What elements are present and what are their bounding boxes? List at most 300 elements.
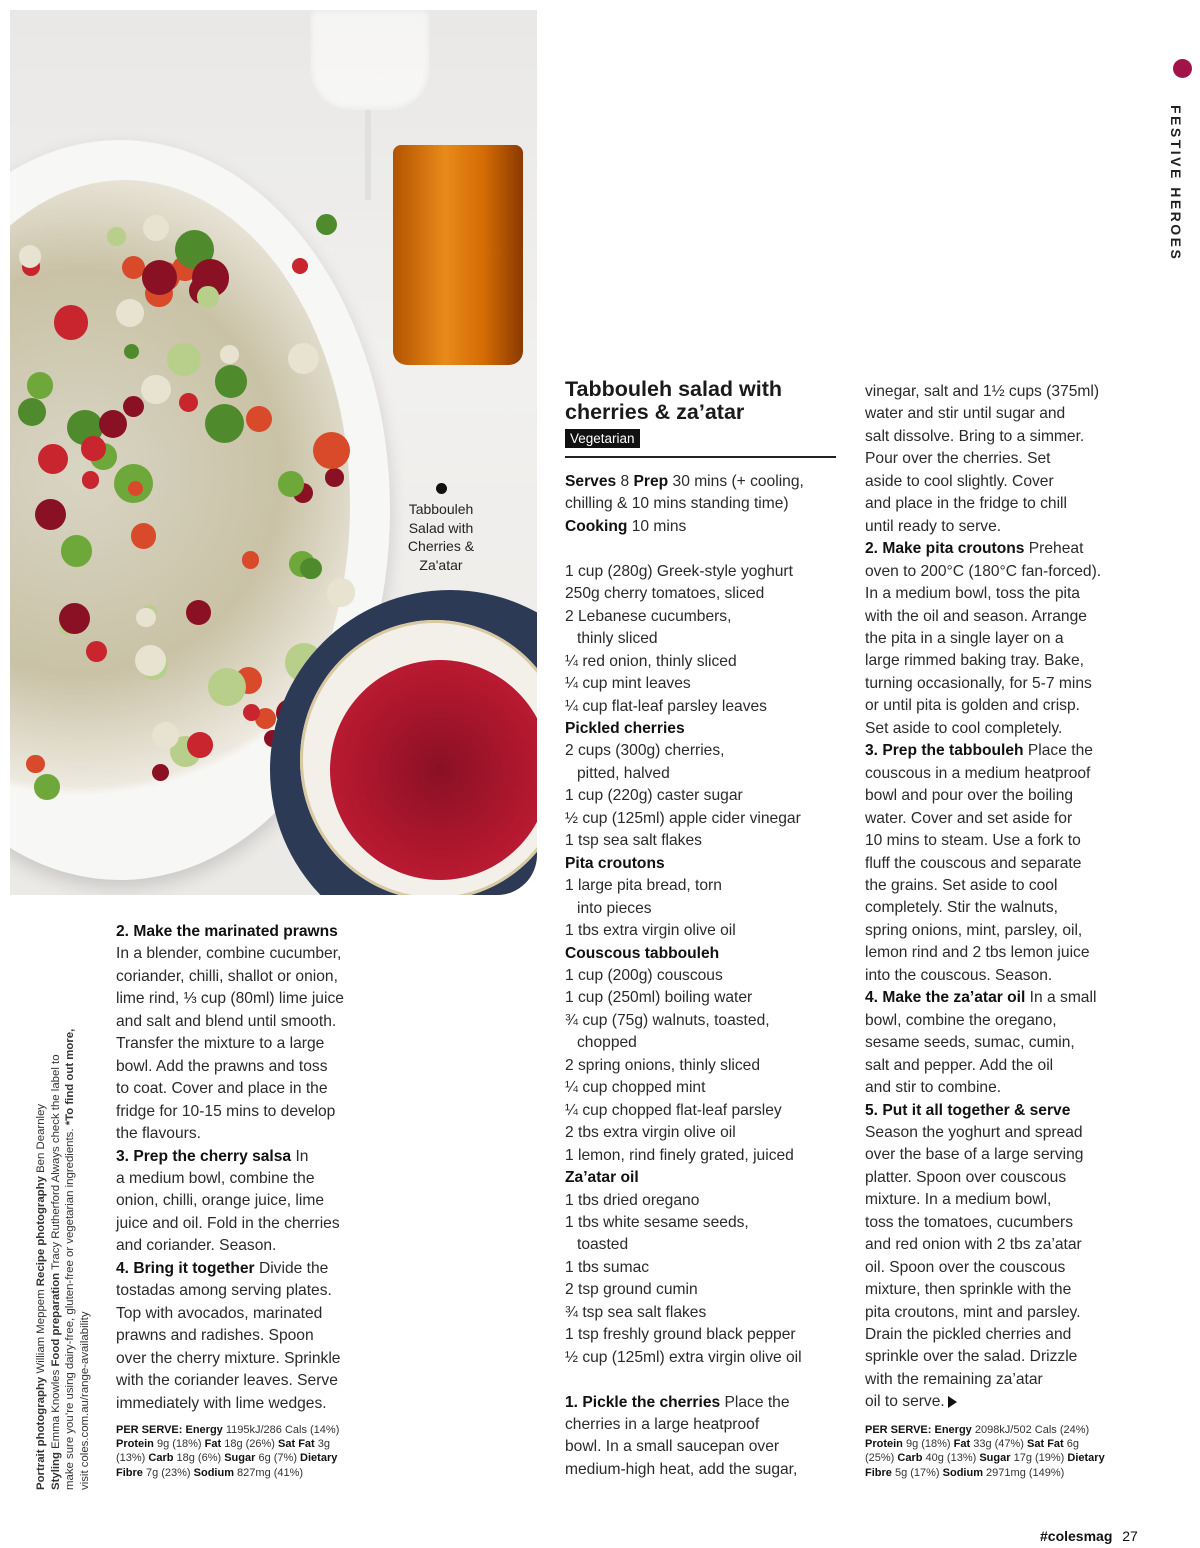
- bold-run: 2. Make the marinated prawns: [116, 923, 338, 940]
- text-run: with the coriander leaves. Serve: [116, 1372, 338, 1390]
- text-run: and red onion with 2 tbs za’atar: [865, 1236, 1082, 1254]
- text-run: 7g (23%): [142, 1466, 194, 1479]
- text-run: bowl. Add the prawns and toss: [116, 1057, 328, 1075]
- hashtag: #colesmag: [1040, 1528, 1113, 1544]
- text-run: Tracy Rutherford Always check the label to: [49, 1054, 62, 1273]
- text-line: [565, 1369, 804, 1391]
- text-run: William Meppem: [35, 1286, 47, 1377]
- text-line: [565, 606, 804, 628]
- text-run: 33g (47%): [970, 1438, 1028, 1451]
- text-run: 6g: [1063, 1438, 1080, 1451]
- text-line: [865, 1466, 1105, 1480]
- text-line: [565, 561, 804, 583]
- text-run: ¼ cup chopped mint: [565, 1079, 706, 1097]
- bold-run: Sat Fat: [278, 1438, 315, 1451]
- text-line: [565, 471, 804, 493]
- text-run: 2971mg (149%): [983, 1466, 1065, 1479]
- text-line: [565, 1032, 804, 1054]
- garnish-dot: [38, 444, 68, 474]
- garnish-dot: [61, 535, 92, 566]
- recipe-photo: [10, 10, 537, 895]
- per-serve-right: [865, 1423, 1105, 1480]
- text-run: to coat. Cover and place in the: [116, 1080, 328, 1098]
- bold-run: Dietary: [300, 1452, 338, 1465]
- text-line: [565, 1414, 804, 1436]
- text-run: aside to cool slightly. Cover: [865, 472, 1054, 490]
- text-line: [865, 1212, 1101, 1234]
- garnish-dot: [131, 523, 156, 548]
- text-line: [116, 966, 344, 988]
- text-line: [865, 1324, 1101, 1346]
- text-line: [865, 718, 1101, 740]
- text-line: [865, 628, 1101, 650]
- text-line: [865, 965, 1101, 987]
- text-run: with the remaining za’atar: [865, 1370, 1043, 1388]
- text-run: over the cherry mixture. Sprinkle: [116, 1349, 341, 1367]
- text-run: ¼ cup mint leaves: [565, 675, 691, 693]
- garnish-dot: [81, 436, 106, 461]
- bold-run: Sodium: [942, 1466, 983, 1479]
- text-run: Top with avocados, marinated: [116, 1304, 323, 1322]
- garnish-dot: [278, 471, 303, 496]
- text-run: Season the yoghurt and spread: [865, 1123, 1083, 1141]
- text-line: [116, 1466, 339, 1480]
- garnish-dot: [152, 722, 179, 749]
- text-run: 2 tbs extra virgin olive oil: [565, 1124, 736, 1142]
- garnish-dot: [208, 668, 246, 706]
- text-run: lime rind, ⅓ cup (80ml) lime juice: [116, 990, 344, 1008]
- garnish-dot: [242, 551, 259, 568]
- text-run: chilling & 10 mins standing time): [565, 495, 789, 513]
- text-run: sprinkle over the salad. Drizzle: [865, 1348, 1078, 1366]
- garnish-dot: [246, 406, 272, 432]
- garnish-dot: [82, 471, 100, 489]
- text-run: prawns and radishes. Spoon: [116, 1327, 314, 1345]
- text-run: In: [291, 1147, 309, 1165]
- garnish-dot: [141, 375, 170, 404]
- text-run: and coriander. Season.: [116, 1237, 277, 1255]
- garnish-dot: [186, 600, 211, 625]
- garnish-dot: [116, 299, 144, 327]
- text-run: 1 tbs extra virgin olive oil: [565, 922, 736, 940]
- bold-run: Za’atar oil: [565, 1169, 639, 1187]
- text-line: [565, 516, 804, 538]
- text-run: In a medium bowl, toss the pita: [865, 585, 1080, 603]
- bold-run: Carb: [148, 1452, 174, 1465]
- text-run: salt and pepper. Add the oil: [865, 1056, 1054, 1074]
- text-line: [565, 808, 804, 830]
- text-line: [865, 538, 1101, 560]
- text-run: pita croutons, mint and parsley.: [865, 1303, 1081, 1321]
- text-line: [865, 493, 1101, 515]
- text-line: [565, 1257, 804, 1279]
- text-line: [865, 381, 1101, 403]
- garnish-dot: [327, 578, 355, 606]
- credit-line: [49, 920, 64, 1490]
- text-line: [116, 1423, 339, 1437]
- text-line: [116, 1325, 344, 1347]
- text-run: 2 Lebanese cucumbers,: [565, 607, 732, 625]
- ingredients-column: [565, 471, 804, 1481]
- bold-run: Recipe photography: [35, 1176, 47, 1287]
- text-line: [865, 1279, 1101, 1301]
- text-run: 1 tbs dried oregano: [565, 1191, 700, 1209]
- method-column-right: [865, 381, 1101, 1414]
- bold-run: Fibre: [865, 1466, 892, 1479]
- text-run: 9g (18%): [153, 1438, 205, 1451]
- wine-glass: [310, 10, 430, 110]
- text-run: mixture. In a medium bowl,: [865, 1191, 1052, 1209]
- text-line: [565, 785, 804, 807]
- text-run: juice and oil. Fold in the cherries: [116, 1214, 340, 1232]
- text-run: pitted, halved: [577, 764, 670, 782]
- text-run: Emma Knowles: [49, 1366, 62, 1453]
- text-run: Drain the pickled cherries and: [865, 1326, 1072, 1344]
- text-line: [865, 1144, 1101, 1166]
- garnish-dot: [313, 432, 350, 469]
- bold-run: Couscous tabbouleh: [565, 944, 720, 962]
- text-run: thinly sliced: [577, 630, 658, 648]
- text-run: 18g (26%): [221, 1438, 279, 1451]
- text-run: 2098kJ/502 Cals (24%): [971, 1424, 1090, 1436]
- bold-run: Fibre: [116, 1466, 143, 1479]
- text-run: toasted: [577, 1236, 629, 1254]
- text-line: [865, 1302, 1101, 1324]
- text-run: (25%): [865, 1452, 898, 1465]
- text-run: 10 mins to steam. Use a fork to: [865, 832, 1081, 850]
- bold-run: Portrait photography: [35, 1376, 47, 1490]
- bold-run: Prep: [633, 473, 669, 490]
- text-line: [565, 1190, 804, 1212]
- text-run: In a blender, combine cucumber,: [116, 945, 342, 963]
- garnish-dot: [59, 603, 90, 634]
- text-line: [865, 763, 1101, 785]
- text-line: [865, 516, 1101, 538]
- text-line: [565, 673, 804, 695]
- text-run: into the couscous. Season.: [865, 966, 1053, 984]
- garnish-dot: [205, 404, 244, 443]
- text-run: and stir to combine.: [865, 1079, 1002, 1097]
- text-run: into pieces: [577, 899, 652, 917]
- text-run: mixture, then sprinkle with the: [865, 1281, 1072, 1299]
- text-run: bowl, combine the oregano,: [865, 1011, 1057, 1029]
- vegetarian-badge: Vegetarian: [565, 429, 640, 448]
- caption-line: Za'atar: [419, 556, 463, 573]
- pickled-cherries: [330, 660, 537, 880]
- text-line: [865, 987, 1101, 1009]
- text-run: oven to 200°C (180°C fan-forced).: [865, 562, 1102, 580]
- text-line: [116, 1123, 344, 1145]
- text-run: the grains. Set aside to cool: [865, 876, 1058, 894]
- bold-run: PER SERVE: Energy: [865, 1424, 972, 1436]
- text-run: lemon rind and 2 tbs lemon juice: [865, 944, 1090, 962]
- text-run: water. Cover and set aside for: [865, 809, 1073, 827]
- text-run: ¼ cup flat-leaf parsley leaves: [565, 697, 767, 715]
- text-line: [865, 426, 1101, 448]
- text-line: [865, 897, 1101, 919]
- text-line: [116, 943, 344, 965]
- text-run: coriander, chilli, shallot or onion,: [116, 967, 338, 985]
- bold-run: Styling: [49, 1452, 62, 1490]
- text-run: fridge for 10-15 mins to develop: [116, 1102, 336, 1120]
- text-line: [865, 1451, 1105, 1465]
- text-line: [565, 1392, 804, 1414]
- text-run: ¼ cup chopped flat-leaf parsley: [565, 1101, 782, 1119]
- text-run: Divide the: [254, 1259, 329, 1277]
- text-line: [865, 1100, 1101, 1122]
- text-run: 8: [616, 473, 634, 490]
- text-line: [565, 853, 804, 875]
- text-run: 1195kJ/286 Cals (14%): [222, 1424, 340, 1436]
- bold-run: Fat: [953, 1438, 971, 1451]
- bold-run: Sodium: [193, 1466, 234, 1479]
- text-run: and place in the fridge to chill: [865, 495, 1067, 513]
- text-line: [865, 1189, 1101, 1211]
- text-run: with the oil and season. Arrange: [865, 607, 1087, 625]
- text-line: [565, 1122, 804, 1144]
- text-run: until ready to serve.: [865, 517, 1002, 535]
- text-line: [565, 1234, 804, 1256]
- text-run: 2 cups (300g) cherries,: [565, 742, 725, 760]
- bold-run: Protein: [865, 1438, 903, 1451]
- text-line: [116, 1011, 344, 1033]
- text-run: Set aside to cool completely.: [865, 719, 1063, 737]
- bold-run: Pickled cherries: [565, 719, 685, 737]
- bold-run: 3. Prep the tabbouleh: [865, 742, 1024, 760]
- text-run: Preheat: [1024, 540, 1084, 558]
- text-line: [116, 1348, 344, 1370]
- garnish-dot: [142, 260, 177, 295]
- text-run: chopped: [577, 1034, 637, 1052]
- text-run: 30 mins (+ cooling,: [668, 473, 804, 490]
- text-line: [865, 1423, 1105, 1437]
- text-run: 1 cup (280g) Greek-style yoghurt: [565, 562, 793, 580]
- text-line: [865, 830, 1101, 852]
- text-line: [116, 921, 344, 943]
- text-line: [116, 988, 344, 1010]
- garnish-dot: [35, 499, 66, 530]
- text-line: [565, 1145, 804, 1167]
- bold-run: Cooking: [565, 517, 628, 535]
- caption-line: Tabbouleh: [408, 501, 474, 517]
- text-line: [565, 898, 804, 920]
- text-line: [565, 1279, 804, 1301]
- bold-run: Sat Fat: [1027, 1438, 1064, 1451]
- text-run: 827mg (41%): [234, 1466, 304, 1479]
- garnish-dot: [187, 732, 213, 758]
- page-number: 27: [1122, 1528, 1138, 1544]
- text-line: [565, 875, 804, 897]
- page-footer: [1040, 1528, 1138, 1544]
- bold-run: 2. Make pita croutons: [865, 540, 1025, 558]
- text-run: sesame seeds, sumac, cumin,: [865, 1034, 1075, 1052]
- section-label: FESTIVE HEROES: [1168, 105, 1184, 262]
- text-run: 9g (18%): [902, 1438, 954, 1451]
- bold-run: 5. Put it all together & serve: [865, 1101, 1071, 1119]
- text-line: [565, 943, 804, 965]
- title-divider: [565, 456, 836, 458]
- text-line: [865, 403, 1101, 425]
- text-line: [116, 1280, 344, 1302]
- text-line: [565, 718, 804, 740]
- text-line: [565, 1324, 804, 1346]
- text-run: toss the tomatoes, cucumbers: [865, 1213, 1074, 1231]
- credit-line: [34, 920, 49, 1490]
- text-line: [565, 538, 804, 560]
- text-run: platter. Spoon over couscous: [865, 1168, 1067, 1186]
- bold-run: Dietary: [1067, 1452, 1105, 1465]
- text-run: bowl and pour over the boiling: [865, 787, 1074, 805]
- text-run: cherries in a large heatproof: [565, 1416, 760, 1434]
- text-run: 40g (13%): [922, 1452, 980, 1465]
- garnish-dot: [34, 774, 59, 799]
- text-line: [565, 740, 804, 762]
- text-run: Transfer the mixture to a large: [116, 1035, 325, 1053]
- garnish-dot: [54, 305, 89, 340]
- bold-run: 4. Make the za’atar oil: [865, 989, 1026, 1007]
- garnish-dot: [167, 343, 200, 376]
- text-run: and salt and blend until smooth.: [116, 1012, 337, 1030]
- text-run: 18g (6%): [173, 1452, 225, 1465]
- recipe-title: [565, 378, 782, 424]
- text-line: [565, 493, 804, 515]
- glass-stem: [365, 110, 371, 200]
- garnish-dot: [292, 258, 308, 274]
- text-line: [865, 448, 1101, 470]
- credit-line: [78, 920, 93, 1490]
- text-line: [116, 1146, 344, 1168]
- text-run: bowl. In a small saucepan over: [565, 1438, 780, 1456]
- text-run: tostadas among serving plates.: [116, 1282, 332, 1300]
- text-line: [865, 1369, 1101, 1391]
- bold-run: 4. Bring it together: [116, 1259, 255, 1277]
- text-line: [116, 1168, 344, 1190]
- text-run: 1 tsp freshly ground black pepper: [565, 1326, 796, 1344]
- text-run: 1 cup (200g) couscous: [565, 966, 723, 984]
- text-run: turning occasionally, for 5-7 mins: [865, 674, 1092, 692]
- text-run: salt dissolve. Bring to a simmer.: [865, 427, 1085, 445]
- credit-line: [63, 920, 78, 1490]
- text-line: [116, 1303, 344, 1325]
- text-line: [116, 1235, 344, 1257]
- garnish-dot: [26, 755, 45, 774]
- text-run: 10 mins: [627, 517, 687, 535]
- text-line: [565, 965, 804, 987]
- text-line: [865, 1437, 1105, 1451]
- text-line: [565, 583, 804, 605]
- text-run: completely. Stir the walnuts,: [865, 899, 1058, 917]
- text-run: or until pita is golden and crisp.: [865, 697, 1080, 715]
- text-line: [865, 1346, 1101, 1368]
- text-run: vinegar, salt and 1½ cups (375ml): [865, 383, 1100, 400]
- bold-run: Food preparation: [49, 1272, 62, 1367]
- text-run: Place the: [720, 1393, 790, 1411]
- text-run: In a small: [1025, 989, 1097, 1007]
- text-run: make sure you’re using dairy-free, gluten-free or vegetarian ingredients.: [64, 1125, 77, 1490]
- text-run: couscous in a medium heatproof: [865, 764, 1091, 782]
- text-line: [865, 1234, 1101, 1256]
- text-line: [565, 763, 804, 785]
- garnish-dot: [19, 245, 42, 268]
- text-line: [565, 920, 804, 942]
- text-run: water and stir until sugar and: [865, 405, 1066, 423]
- text-line: [116, 1190, 344, 1212]
- text-line: [865, 1167, 1101, 1189]
- bold-run: 1. Pickle the cherries: [565, 1393, 721, 1411]
- text-line: [865, 853, 1101, 875]
- text-line: [565, 1167, 804, 1189]
- garnish-dot: [136, 608, 156, 628]
- text-run: large rimmed baking tray. Bake,: [865, 652, 1084, 670]
- title-line: Tabbouleh salad with: [565, 377, 783, 401]
- bold-run: Sugar: [979, 1452, 1011, 1465]
- bold-run: 3. Prep the cherry salsa: [116, 1147, 292, 1165]
- text-line: [865, 606, 1101, 628]
- text-line: [565, 1100, 804, 1122]
- text-line: [865, 1055, 1101, 1077]
- text-line: [565, 1010, 804, 1032]
- text-line: [565, 830, 804, 852]
- text-run: 6g (7%): [255, 1452, 301, 1465]
- text-run: Place the: [1023, 742, 1093, 760]
- text-run: 1 large pita bread, torn: [565, 877, 722, 895]
- caption-line: Salad with: [408, 519, 474, 536]
- section-dot-icon: [1173, 59, 1192, 78]
- text-run: 5g (17%): [891, 1466, 943, 1479]
- bold-run: Protein: [116, 1438, 154, 1451]
- bold-run: Fat: [204, 1438, 222, 1451]
- text-run: 1 cup (250ml) boiling water: [565, 989, 753, 1007]
- caption-line: Cherries &: [407, 538, 475, 554]
- continue-arrow-icon: [948, 1396, 957, 1408]
- text-run: spring onions, mint, parsley, oil,: [865, 921, 1083, 939]
- text-line: [865, 920, 1101, 942]
- text-line: [865, 942, 1101, 964]
- text-line: [865, 1122, 1101, 1144]
- text-run: 1 tsp sea salt flakes: [565, 832, 702, 850]
- text-run: 3g: [314, 1438, 331, 1451]
- text-line: [565, 1436, 804, 1458]
- garnish-dot: [179, 393, 198, 412]
- text-run: visit coles.com.au/range-availability: [78, 1311, 91, 1490]
- text-line: [865, 785, 1101, 807]
- text-run: ¾ cup (75g) walnuts, toasted,: [565, 1011, 770, 1029]
- text-line: [565, 1055, 804, 1077]
- bold-run: Pita croutons: [565, 854, 665, 872]
- text-line: [865, 650, 1101, 672]
- text-run: fluff the couscous and separate: [865, 854, 1082, 872]
- method-column-left: [116, 921, 344, 1415]
- garnish-dot: [215, 365, 248, 398]
- text-run: 1 tbs white sesame seeds,: [565, 1213, 749, 1231]
- text-line: [865, 1257, 1101, 1279]
- text-line: [865, 875, 1101, 897]
- text-run: 1 cup (220g) caster sugar: [565, 787, 743, 805]
- text-run: 1 lemon, rind finely grated, juiced: [565, 1146, 794, 1164]
- text-run: medium-high heat, add the sugar,: [565, 1460, 798, 1478]
- text-run: 17g (19%): [1010, 1452, 1068, 1465]
- garnish-dot: [325, 468, 343, 486]
- text-line: [865, 1391, 1101, 1413]
- text-line: [865, 673, 1101, 695]
- title-line: cherries & za’atar: [565, 400, 745, 424]
- text-line: [865, 471, 1101, 493]
- text-line: [116, 1101, 344, 1123]
- text-line: [565, 1302, 804, 1324]
- text-line: [116, 1056, 344, 1078]
- text-run: 2 tsp ground cumin: [565, 1281, 698, 1299]
- text-line: [116, 1451, 339, 1465]
